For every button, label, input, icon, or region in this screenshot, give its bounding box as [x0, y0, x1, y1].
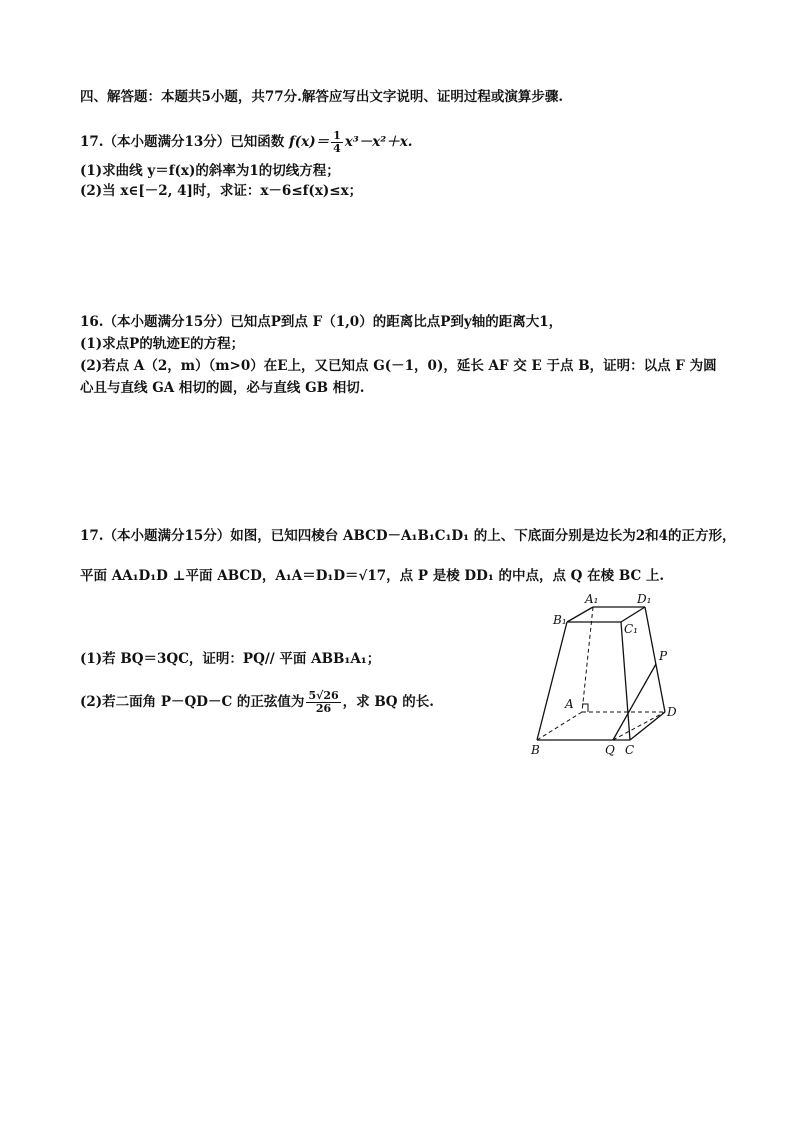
- q1-func-lhs: f(x)＝: [288, 134, 330, 150]
- q1-part2: (2)当 x∈[－2, 4]时，求证：x－6≤f(x)≤x；: [80, 183, 363, 199]
- q3-frac: [306, 690, 340, 715]
- label-c: C: [625, 743, 635, 757]
- q2-part2a: (2)若点 A（2，m）（m>0）在E上，又已知点 G(－1，0)，延长 AF 交 E 于点 B，证明：以点 F 为圆: [80, 358, 717, 374]
- q1-func-rhs: x³－x²＋x.: [344, 134, 413, 150]
- q1-head: [80, 130, 412, 155]
- frustum-figure: [525, 592, 695, 762]
- q1-frac: [331, 130, 343, 155]
- label-p: P: [659, 649, 668, 663]
- q3-head: 17.（本小题满分15分）如图，已知四棱台 ABCD－A₁B₁C₁D₁ 的上、下底面分别是边长为2和4的正方形，: [80, 528, 736, 544]
- q3-part2: [80, 690, 434, 715]
- edge-cd: [630, 712, 665, 740]
- edge-ab: [537, 712, 582, 740]
- label-b: B: [531, 743, 540, 757]
- q1-frac-den: 4: [333, 142, 341, 155]
- q3-part2-post: ，求 BQ 的长.: [342, 694, 434, 710]
- q2-part1: (1)求点P的轨迹E的方程；: [80, 336, 245, 352]
- label-c1: C₁: [624, 622, 638, 636]
- edge-b1a1: [567, 607, 593, 622]
- label-d1: D₁: [637, 592, 652, 606]
- q3-frac-den: 26: [315, 702, 332, 715]
- label-a: A: [565, 697, 574, 711]
- edge-c1d1: [621, 607, 645, 622]
- q1-head-text: 17.（本小题满分13分）已知函数: [80, 134, 285, 150]
- q1-part1: (1)求曲线 y＝f(x)的斜率为1的切线方程；: [80, 163, 340, 179]
- edge-a1a: [582, 607, 593, 712]
- label-d: D: [667, 705, 677, 719]
- q3-part1: (1)若 BQ＝3QC，证明：PQ// 平面 ABB₁A₁；: [80, 651, 381, 667]
- q3-frac-num: 5√26: [308, 689, 339, 702]
- label-a1: A₁: [585, 592, 599, 606]
- q2-head: 16.（本小题满分15分）已知点P到点 F（1,0）的距离比点P到y轴的距离大1，: [80, 314, 563, 330]
- q2-part2b: 心且与直线 GA 相切的圆，必与直线 GB 相切.: [80, 380, 365, 396]
- label-b1: B₁: [553, 613, 567, 627]
- q1-frac-num: 1: [333, 129, 341, 142]
- q3-part2-pre: (2)若二面角 P－QD－C 的正弦值为: [80, 694, 305, 710]
- section-header: 四、解答题：本题共5小题，共77分.解答应写出文字说明、证明过程或演算步骤.: [80, 89, 564, 105]
- label-q: Q: [605, 743, 615, 757]
- q3-condition: 平面 AA₁D₁D ⊥平面 ABCD，A₁A＝D₁D＝√17，点 P 是棱 DD₁ 的中点，点 Q 在棱 BC 上.: [80, 568, 665, 584]
- edge-b1b: [537, 622, 567, 740]
